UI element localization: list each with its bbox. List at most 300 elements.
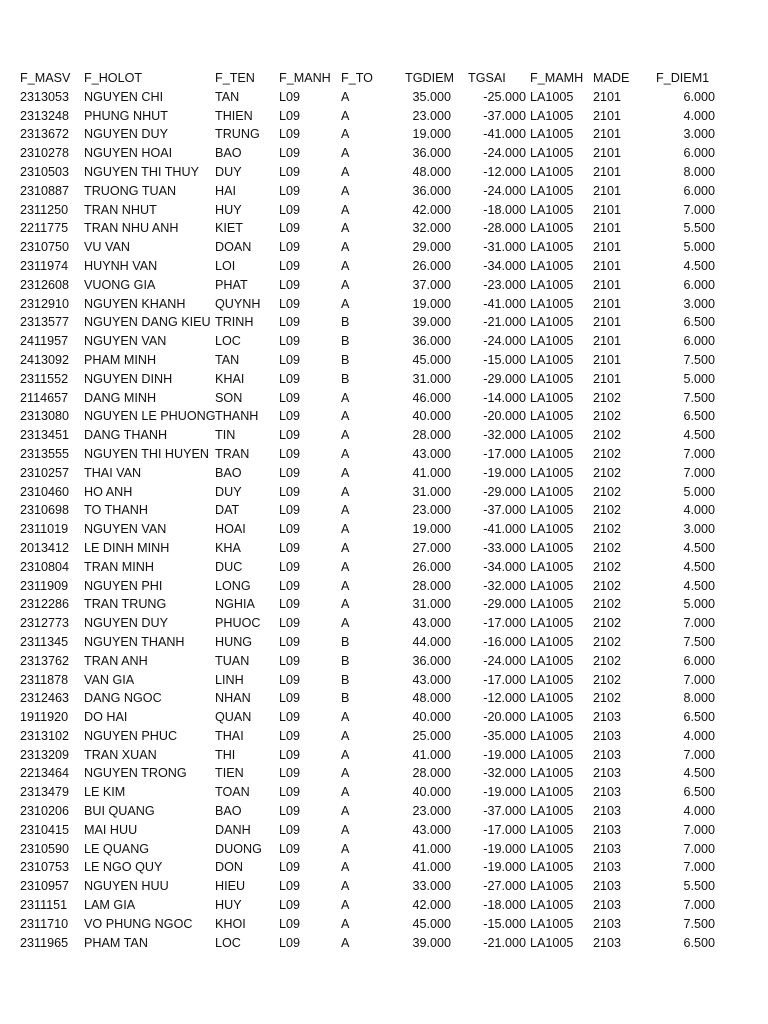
cell-ten: HUY — [215, 202, 242, 217]
cell-masv: 2311909 — [20, 578, 69, 593]
cell-mamh: LA1005 — [530, 841, 574, 856]
cell-tgdiem: 39.000 — [412, 935, 451, 950]
cell-tgsai: -21.000 — [483, 935, 526, 950]
cell-holot: TO THANH — [84, 503, 148, 518]
cell-made: 2101 — [593, 127, 622, 142]
cell-made: 2102 — [593, 634, 622, 649]
cell-tgsai: -21.000 — [483, 315, 526, 330]
cell-made: 2103 — [593, 935, 622, 950]
cell-mamh: LA1005 — [530, 766, 574, 781]
cell-masv: 2411957 — [20, 334, 69, 349]
cell-masv: 2310804 — [20, 559, 70, 574]
cell-manh: L09 — [279, 747, 301, 762]
cell-made: 2101 — [593, 164, 622, 179]
cell-diem1: 7.000 — [683, 860, 715, 875]
cell-diem1: 7.000 — [683, 465, 715, 480]
cell-ten: DANH — [215, 822, 251, 837]
cell-manh: L09 — [279, 785, 301, 800]
cell-to: B — [341, 672, 350, 687]
cell-tgsai: -32.000 — [483, 428, 526, 443]
cell-masv: 2312463 — [20, 691, 70, 706]
cell-manh: L09 — [279, 935, 301, 950]
cell-diem1: 4.000 — [683, 728, 715, 743]
cell-diem1: 5.000 — [683, 371, 715, 386]
cell-holot: NGUYEN PHI — [84, 578, 163, 593]
cell-holot: NGUYEN TRONG — [84, 766, 187, 781]
cell-masv: 2311552 — [20, 371, 69, 386]
cell-made: 2102 — [593, 653, 622, 668]
cell-to: A — [341, 747, 350, 762]
cell-to: A — [341, 935, 350, 950]
table-row — [0, 708, 768, 727]
table-row — [0, 464, 768, 483]
cell-manh: L09 — [279, 164, 301, 179]
cell-made: 2103 — [593, 898, 622, 913]
cell-tgdiem: 43.000 — [412, 672, 451, 687]
cell-masv: 2310590 — [20, 841, 70, 856]
cell-diem1: 6.500 — [683, 409, 715, 424]
cell-manh: L09 — [279, 108, 301, 123]
cell-holot: LE DINH MINH — [84, 540, 170, 555]
cell-tgsai: -19.000 — [483, 841, 526, 856]
cell-manh: L09 — [279, 710, 301, 725]
cell-made: 2101 — [593, 352, 622, 367]
cell-made: 2101 — [593, 108, 622, 123]
cell-masv: 2313762 — [20, 653, 70, 668]
cell-diem1: 6.000 — [683, 146, 715, 161]
cell-diem1: 6.000 — [683, 89, 715, 104]
column-header-manh: F_MANH — [279, 71, 331, 85]
cell-mamh: LA1005 — [530, 597, 574, 612]
cell-diem1: 7.000 — [683, 616, 715, 631]
cell-to: A — [341, 202, 350, 217]
table-row — [0, 163, 768, 182]
cell-made: 2103 — [593, 841, 622, 856]
cell-ten: LOI — [215, 258, 236, 273]
cell-to: A — [341, 804, 350, 819]
cell-tgdiem: 44.000 — [412, 634, 451, 649]
cell-tgdiem: 25.000 — [412, 728, 451, 743]
cell-ten: KHA — [215, 540, 241, 555]
cell-masv: 2311965 — [20, 935, 69, 950]
cell-to: A — [341, 484, 350, 499]
cell-tgdiem: 31.000 — [412, 597, 451, 612]
cell-mamh: LA1005 — [530, 164, 574, 179]
cell-mamh: LA1005 — [530, 484, 574, 499]
cell-masv: 2311974 — [20, 258, 69, 273]
cell-to: A — [341, 446, 350, 461]
cell-manh: L09 — [279, 484, 301, 499]
cell-manh: L09 — [279, 728, 301, 743]
cell-tgdiem: 32.000 — [412, 221, 451, 236]
cell-masv: 2313555 — [20, 446, 70, 461]
cell-mamh: LA1005 — [530, 390, 574, 405]
cell-manh: L09 — [279, 841, 301, 856]
cell-manh: L09 — [279, 804, 301, 819]
cell-to: A — [341, 540, 350, 555]
cell-to: A — [341, 916, 350, 931]
cell-made: 2102 — [593, 503, 622, 518]
table-row — [0, 783, 768, 802]
table-row — [0, 633, 768, 652]
cell-diem1: 5.500 — [683, 879, 715, 894]
table-row — [0, 577, 768, 596]
cell-mamh: LA1005 — [530, 277, 574, 292]
cell-to: B — [341, 334, 350, 349]
cell-manh: L09 — [279, 371, 301, 386]
cell-mamh: LA1005 — [530, 578, 574, 593]
cell-diem1: 8.000 — [683, 164, 715, 179]
table-row — [0, 125, 768, 144]
cell-masv: 2312773 — [20, 616, 70, 631]
cell-diem1: 4.000 — [683, 108, 715, 123]
cell-ten: HUY — [215, 898, 242, 913]
cell-holot: DANG THANH — [84, 428, 168, 443]
cell-masv: 2211775 — [20, 221, 69, 236]
table-row — [0, 671, 768, 690]
cell-holot: NGUYEN HUU — [84, 879, 169, 894]
column-header-diem1: F_DIEM1 — [656, 71, 710, 85]
cell-mamh: LA1005 — [530, 202, 574, 217]
table-row — [0, 144, 768, 163]
cell-diem1: 4.500 — [683, 766, 715, 781]
cell-to: B — [341, 653, 350, 668]
cell-made: 2103 — [593, 916, 622, 931]
cell-tgsai: -34.000 — [483, 559, 526, 574]
cell-diem1: 7.000 — [683, 747, 715, 762]
cell-diem1: 6.500 — [683, 710, 715, 725]
cell-tgdiem: 40.000 — [412, 409, 451, 424]
cell-manh: L09 — [279, 691, 301, 706]
cell-to: A — [341, 221, 350, 236]
cell-made: 2101 — [593, 315, 622, 330]
cell-manh: L09 — [279, 616, 301, 631]
cell-holot: LE KIM — [84, 785, 126, 800]
cell-tgsai: -34.000 — [483, 258, 526, 273]
cell-mamh: LA1005 — [530, 616, 574, 631]
column-header-to: F_TO — [341, 71, 373, 85]
cell-masv: 2313672 — [20, 127, 70, 142]
cell-mamh: LA1005 — [530, 428, 574, 443]
cell-tgdiem: 43.000 — [412, 446, 451, 461]
cell-masv: 2313080 — [20, 409, 70, 424]
table-row — [0, 295, 768, 314]
cell-made: 2101 — [593, 146, 622, 161]
cell-mamh: LA1005 — [530, 258, 574, 273]
cell-masv: 2313451 — [20, 428, 70, 443]
cell-masv: 2310503 — [20, 164, 70, 179]
cell-holot: NGUYEN DANG KIEU — [84, 315, 211, 330]
cell-ten: TAN — [215, 352, 240, 367]
column-header-tgsai: TGSAI — [468, 71, 506, 85]
cell-to: A — [341, 522, 350, 537]
cell-manh: L09 — [279, 634, 301, 649]
cell-masv: 2310957 — [20, 879, 70, 894]
cell-manh: L09 — [279, 766, 301, 781]
cell-manh: L09 — [279, 352, 301, 367]
cell-ten: KHAI — [215, 371, 245, 386]
table-row — [0, 407, 768, 426]
cell-diem1: 6.000 — [683, 334, 715, 349]
cell-masv: 2310257 — [20, 465, 70, 480]
cell-made: 2102 — [593, 616, 622, 631]
cell-diem1: 7.000 — [683, 672, 715, 687]
cell-diem1: 7.500 — [683, 390, 715, 405]
cell-holot: LE QUANG — [84, 841, 150, 856]
cell-made: 2101 — [593, 89, 622, 104]
cell-ten: THI — [215, 747, 236, 762]
cell-to: A — [341, 710, 350, 725]
table-body — [0, 88, 768, 953]
cell-to: A — [341, 559, 350, 574]
cell-tgsai: -19.000 — [483, 860, 526, 875]
cell-mamh: LA1005 — [530, 334, 574, 349]
cell-ten: BAO — [215, 146, 242, 161]
cell-tgdiem: 19.000 — [412, 296, 451, 311]
cell-made: 2102 — [593, 559, 622, 574]
cell-mamh: LA1005 — [530, 672, 574, 687]
table-row — [0, 877, 768, 896]
cell-made: 2102 — [593, 446, 622, 461]
table-row — [0, 802, 768, 821]
cell-ten: HUNG — [215, 634, 253, 649]
cell-masv: 2311710 — [20, 916, 69, 931]
cell-tgsai: -32.000 — [483, 766, 526, 781]
cell-mamh: LA1005 — [530, 653, 574, 668]
cell-to: A — [341, 146, 350, 161]
table-row — [0, 915, 768, 934]
cell-tgdiem: 28.000 — [412, 766, 451, 781]
cell-tgsai: -24.000 — [483, 653, 526, 668]
cell-to: A — [341, 503, 350, 518]
cell-masv: 2311151 — [20, 898, 68, 913]
cell-manh: L09 — [279, 465, 301, 480]
cell-tgsai: -24.000 — [483, 183, 526, 198]
cell-masv: 2413092 — [20, 352, 70, 367]
cell-ten: SON — [215, 390, 243, 405]
cell-made: 2101 — [593, 183, 622, 198]
cell-holot: TRAN ANH — [84, 653, 148, 668]
cell-ten: LINH — [215, 672, 244, 687]
cell-masv: 2310206 — [20, 804, 70, 819]
cell-holot: MAI HUU — [84, 822, 138, 837]
cell-tgsai: -20.000 — [483, 710, 526, 725]
table-row — [0, 746, 768, 765]
table-row — [0, 313, 768, 332]
cell-manh: L09 — [279, 860, 301, 875]
cell-holot: TRAN MINH — [84, 559, 154, 574]
table-row — [0, 201, 768, 220]
cell-made: 2102 — [593, 578, 622, 593]
cell-mamh: LA1005 — [530, 898, 574, 913]
cell-holot: VAN GIA — [84, 672, 135, 687]
cell-made: 2101 — [593, 277, 622, 292]
cell-masv: 2311345 — [20, 634, 69, 649]
cell-to: A — [341, 822, 350, 837]
cell-tgdiem: 27.000 — [412, 540, 451, 555]
cell-made: 2101 — [593, 296, 622, 311]
cell-ten: TAN — [215, 89, 240, 104]
cell-tgsai: -19.000 — [483, 465, 526, 480]
cell-masv: 2312608 — [20, 277, 70, 292]
cell-to: A — [341, 89, 350, 104]
cell-mamh: LA1005 — [530, 503, 574, 518]
cell-made: 2102 — [593, 540, 622, 555]
column-header-ten: F_TEN — [215, 71, 255, 85]
table-row — [0, 370, 768, 389]
cell-masv: 2310278 — [20, 146, 70, 161]
cell-tgsai: -20.000 — [483, 409, 526, 424]
cell-tgdiem: 41.000 — [412, 747, 451, 762]
cell-diem1: 7.000 — [683, 822, 715, 837]
cell-mamh: LA1005 — [530, 352, 574, 367]
cell-masv: 2114657 — [20, 390, 69, 405]
cell-to: A — [341, 390, 350, 405]
cell-ten: PHAT — [215, 277, 248, 292]
cell-tgsai: -28.000 — [483, 221, 526, 236]
cell-tgsai: -18.000 — [483, 898, 526, 913]
cell-mamh: LA1005 — [530, 371, 574, 386]
cell-ten: NGHIA — [215, 597, 255, 612]
cell-tgdiem: 26.000 — [412, 559, 451, 574]
cell-made: 2103 — [593, 822, 622, 837]
cell-holot: NGUYEN HOAI — [84, 146, 173, 161]
table-row — [0, 501, 768, 520]
cell-tgsai: -14.000 — [483, 390, 526, 405]
table-row — [0, 257, 768, 276]
cell-manh: L09 — [279, 183, 301, 198]
cell-manh: L09 — [279, 559, 301, 574]
cell-tgdiem: 31.000 — [412, 371, 451, 386]
cell-diem1: 4.500 — [683, 578, 715, 593]
cell-tgdiem: 31.000 — [412, 484, 451, 499]
table-row — [0, 426, 768, 445]
table-row — [0, 558, 768, 577]
cell-to: A — [341, 616, 350, 631]
cell-manh: L09 — [279, 334, 301, 349]
cell-diem1: 7.500 — [683, 634, 715, 649]
cell-holot: NGUYEN CHI — [84, 89, 164, 104]
cell-tgdiem: 29.000 — [412, 240, 451, 255]
cell-tgsai: -15.000 — [483, 916, 526, 931]
cell-to: A — [341, 879, 350, 894]
cell-tgdiem: 43.000 — [412, 616, 451, 631]
cell-to: A — [341, 728, 350, 743]
cell-ten: TIN — [215, 428, 236, 443]
cell-masv: 2313209 — [20, 747, 70, 762]
cell-manh: L09 — [279, 898, 301, 913]
cell-made: 2102 — [593, 465, 622, 480]
cell-mamh: LA1005 — [530, 785, 574, 800]
cell-ten: QUAN — [215, 710, 252, 725]
cell-masv: 2311019 — [20, 522, 69, 537]
cell-diem1: 5.000 — [683, 484, 715, 499]
cell-holot: NGUYEN VAN — [84, 522, 167, 537]
cell-manh: L09 — [279, 258, 301, 273]
cell-ten: DON — [215, 860, 243, 875]
cell-masv: 2313479 — [20, 785, 70, 800]
cell-tgdiem: 23.000 — [412, 108, 451, 123]
cell-holot: PHUNG NHUT — [84, 108, 168, 123]
cell-mamh: LA1005 — [530, 409, 574, 424]
cell-to: A — [341, 578, 350, 593]
cell-mamh: LA1005 — [530, 691, 574, 706]
table-row — [0, 182, 768, 201]
cell-ten: TRUNG — [215, 127, 260, 142]
cell-tgsai: -37.000 — [483, 804, 526, 819]
column-header-masv: F_MASV — [20, 71, 71, 85]
cell-mamh: LA1005 — [530, 710, 574, 725]
cell-tgsai: -15.000 — [483, 352, 526, 367]
cell-made: 2102 — [593, 390, 622, 405]
cell-masv: 2313248 — [20, 108, 70, 123]
cell-masv: 2313053 — [20, 89, 70, 104]
cell-to: A — [341, 860, 350, 875]
cell-masv: 2311250 — [20, 202, 69, 217]
cell-tgsai: -37.000 — [483, 503, 526, 518]
cell-tgdiem: 46.000 — [412, 390, 451, 405]
cell-holot: LE NGO QUY — [84, 860, 163, 875]
cell-ten: LONG — [215, 578, 251, 593]
cell-ten: KIET — [215, 221, 243, 236]
cell-mamh: LA1005 — [530, 935, 574, 950]
cell-mamh: LA1005 — [530, 108, 574, 123]
cell-holot: PHAM TAN — [84, 935, 148, 950]
cell-holot: DANG NGOC — [84, 691, 162, 706]
cell-manh: L09 — [279, 240, 301, 255]
cell-ten: KHOI — [215, 916, 246, 931]
cell-diem1: 7.000 — [683, 202, 715, 217]
cell-holot: TRUONG TUAN — [84, 183, 177, 198]
cell-ten: NHAN — [215, 691, 251, 706]
table-row — [0, 858, 768, 877]
cell-ten: TRINH — [215, 315, 254, 330]
cell-manh: L09 — [279, 522, 301, 537]
cell-made: 2103 — [593, 747, 622, 762]
cell-masv: 2013412 — [20, 540, 70, 555]
cell-manh: L09 — [279, 146, 301, 161]
cell-tgsai: -31.000 — [483, 240, 526, 255]
cell-diem1: 6.000 — [683, 653, 715, 668]
cell-to: A — [341, 597, 350, 612]
cell-diem1: 6.500 — [683, 315, 715, 330]
cell-ten: DUY — [215, 164, 242, 179]
cell-tgsai: -12.000 — [483, 691, 526, 706]
cell-to: B — [341, 371, 350, 386]
cell-holot: TRAN NHU ANH — [84, 221, 179, 236]
cell-masv: 2310460 — [20, 484, 70, 499]
cell-diem1: 6.500 — [683, 785, 715, 800]
cell-tgsai: -29.000 — [483, 371, 526, 386]
cell-holot: VUONG GIA — [84, 277, 156, 292]
cell-ten: DUC — [215, 559, 243, 574]
cell-manh: L09 — [279, 202, 301, 217]
cell-holot: NGUYEN THI THUY — [84, 164, 199, 179]
cell-made: 2101 — [593, 202, 622, 217]
cell-tgsai: -18.000 — [483, 202, 526, 217]
cell-to: B — [341, 315, 350, 330]
cell-mamh: LA1005 — [530, 146, 574, 161]
table-row — [0, 351, 768, 370]
cell-diem1: 4.000 — [683, 503, 715, 518]
table-row — [0, 276, 768, 295]
cell-mamh: LA1005 — [530, 522, 574, 537]
cell-holot: HO ANH — [84, 484, 133, 499]
cell-ten: THAI — [215, 728, 244, 743]
table-row — [0, 332, 768, 351]
cell-to: A — [341, 428, 350, 443]
column-header-tgdiem: TGDIEM — [405, 71, 454, 85]
